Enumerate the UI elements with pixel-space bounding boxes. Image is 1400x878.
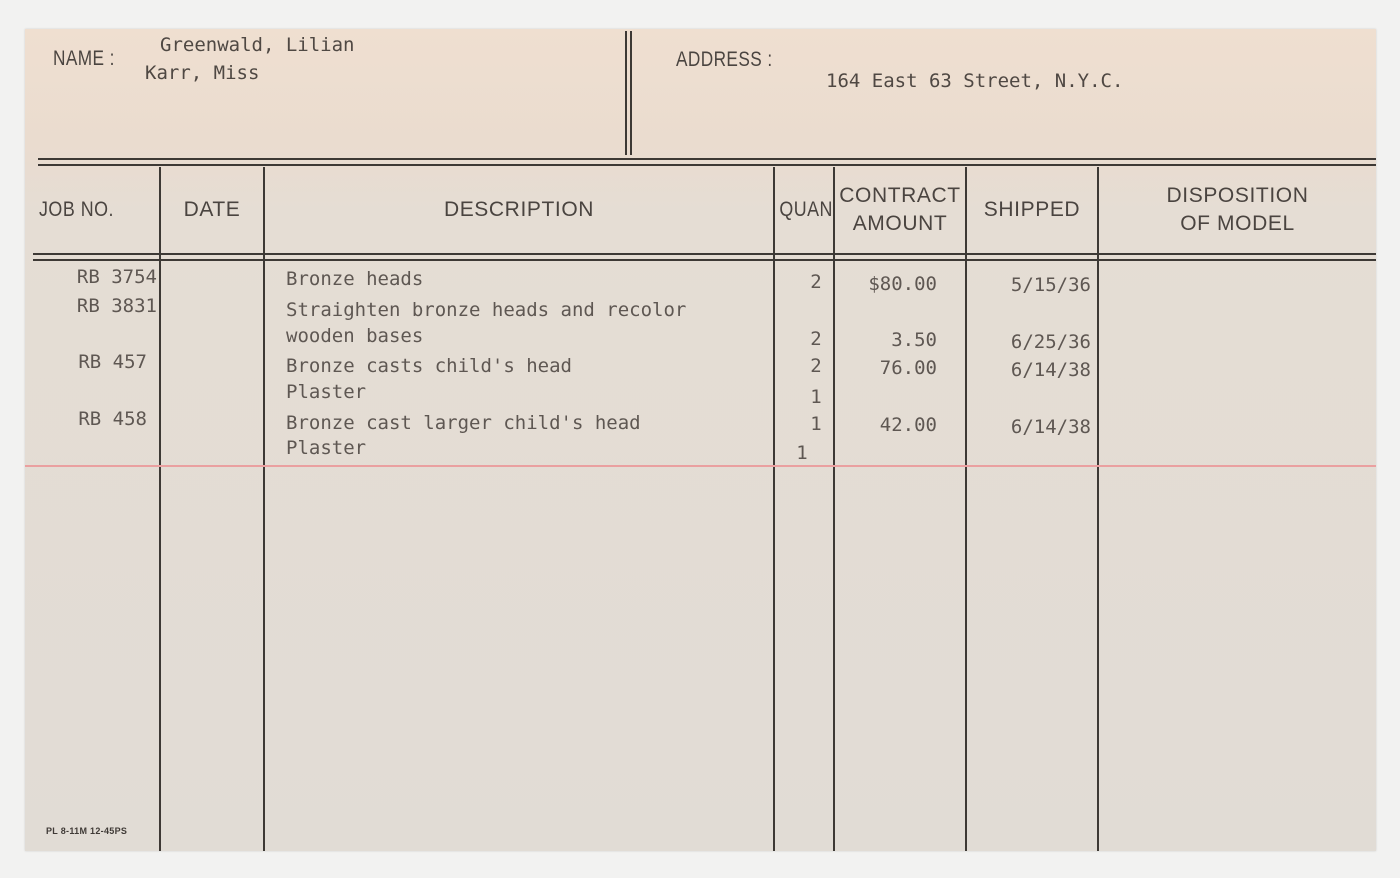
shipped-date: 6/25/36: [1010, 331, 1091, 353]
quantity: 1: [810, 413, 822, 435]
column-divider-quan-amount: [833, 167, 835, 851]
name-label: NAME :: [53, 47, 115, 70]
description-text: Straighten bronze heads and recolor: [286, 299, 687, 321]
name-address-divider-a: [625, 31, 627, 155]
column-header-date: DATE: [183, 198, 241, 221]
contract-amount: 3.50: [891, 329, 937, 351]
column-header-rule-top: [33, 253, 1376, 255]
column-divider-shipped-disposition: [1097, 167, 1099, 851]
name-line-2: Karr, Miss: [145, 62, 260, 84]
form-code: PL 8-11M 12-45PS: [46, 826, 128, 836]
column-header-job-no: JOB NO.: [39, 198, 114, 221]
column-header-shipped: SHIPPED: [983, 198, 1081, 221]
job-number: RB 457: [78, 351, 147, 373]
quantity: 2: [810, 355, 822, 377]
quantity: 1: [796, 442, 808, 464]
address-label: ADDRESS :: [676, 48, 773, 71]
name-address-divider-b: [630, 31, 632, 155]
contract-amount: 76.00: [879, 357, 937, 379]
description-text: Bronze heads: [286, 268, 424, 290]
address-value: 164 East 63 Street, N.Y.C.: [826, 70, 1124, 92]
description-text: wooden bases: [286, 325, 424, 347]
shipped-date: 5/15/36: [1010, 274, 1091, 296]
column-header-disposition-line2: OF MODEL: [1180, 212, 1295, 235]
column-header-description: DESCRIPTION: [443, 198, 595, 221]
column-header-contract-amount: [835, 182, 965, 238]
description-text: Plaster: [286, 381, 367, 403]
job-number: RB 458: [78, 408, 147, 430]
header-rule-bottom: [38, 164, 1376, 166]
contract-amount: 42.00: [879, 414, 937, 436]
column-header-disposition: [1099, 182, 1376, 238]
shipped-date: 6/14/38: [1010, 416, 1091, 438]
description-text: Bronze casts child's head: [286, 355, 572, 377]
column-divider-job-date: [159, 167, 161, 851]
column-header-amount: AMOUNT: [852, 212, 948, 235]
contract-amount: $80.00: [868, 273, 937, 295]
name-line-1: Greenwald, Lilian: [160, 34, 355, 56]
column-header-quan: QUAN: [779, 198, 833, 221]
column-divider-desc-quan: [773, 167, 775, 851]
column-header-contract: CONTRACT: [839, 184, 961, 207]
shipped-date: 6/14/38: [1010, 359, 1091, 381]
description-text: Plaster: [286, 437, 367, 459]
red-ruled-line: [25, 465, 1376, 467]
column-header-disposition-line1: DISPOSITION: [1166, 184, 1309, 207]
job-number: RB 3831: [76, 295, 157, 317]
index-card: [25, 29, 1376, 851]
column-header-rule-bottom: [33, 259, 1376, 261]
job-number: RB 3754: [76, 266, 157, 288]
header-rule-top: [38, 158, 1376, 160]
description-text: Bronze cast larger child's head: [286, 412, 641, 434]
quantity: 2: [810, 328, 822, 350]
quantity: 2: [810, 271, 822, 293]
column-divider-amount-shipped: [965, 167, 967, 851]
column-divider-date-desc: [263, 167, 265, 851]
quantity: 1: [810, 386, 822, 408]
